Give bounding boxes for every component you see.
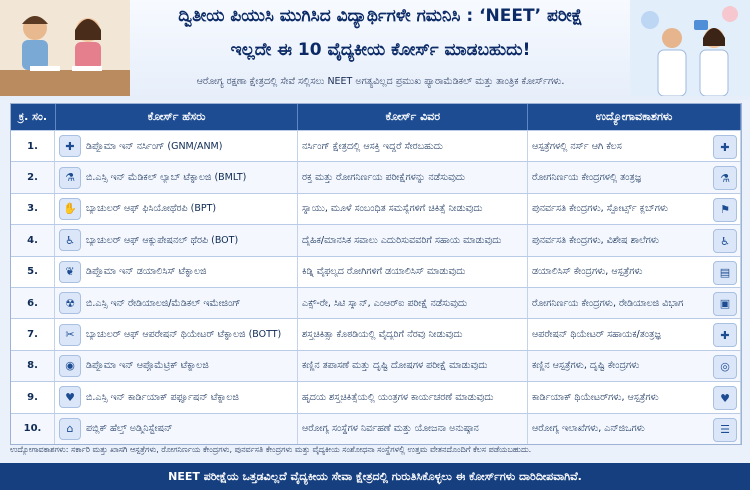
- row-course-name: [55, 257, 298, 287]
- page-subtitle: ಆರೋಗ್ಯ ರಕ್ಷಣಾ ಕ್ಷೇತ್ರದಲ್ಲಿ ಸೇವೆ ಸಲ್ಲಿಸಲು NEET ಅಗತ್ಯವಿಲ್ಲದ ಪ್ರಮುಖ ಪ್ಯಾರಾಮೆಡಿಕಲ್ ಮತ್ತು ತಾಂತ್ರಿಕ ಕೋರ್ಸ್‌ಗಳು.: [196, 76, 565, 87]
- row-course-detail: [298, 414, 528, 444]
- row-course-name: [55, 194, 298, 224]
- row-serial-no: 2.: [11, 162, 55, 192]
- row-course-detail: [298, 288, 528, 318]
- course-detail-text: ಆರೋಗ್ಯ ಸಂಸ್ಥೆಗಳ ನಿರ್ವಹಣೆ ಮತ್ತು ಯೋಜನಾ ಅನುಷ್ಠಾನ: [302, 423, 479, 435]
- jobs-text: ಪುನರ್ವಸತಿ ಕೇಂದ್ರಗಳು, ವಿಶೇಷ ಶಾಲೆಗಳು: [532, 234, 659, 246]
- row-course-name: [55, 131, 298, 161]
- row-job-opportunities: [528, 225, 741, 255]
- row-serial-no: 7.: [11, 319, 55, 349]
- operation-icon: ✚: [713, 323, 737, 347]
- header-serial-no: ಕ್ರ. ಸಂ.: [11, 104, 56, 130]
- course-name-text: ಬ್ಯಾಚುಲರ್ ಆಫ್ ಆಪರೇಷನ್ ಥಿಯೇಟರ್ ಟೆಕ್ನಾಲಜಿ (BOTT): [86, 329, 282, 341]
- row-job-opportunities: [528, 319, 741, 349]
- row-serial-no: 4.: [11, 225, 55, 255]
- students-studying-illustration: [0, 0, 130, 96]
- monitor-icon: ♥: [713, 386, 737, 410]
- jobs-text: ಆರೋಗ್ಯ ಇಲಾಖೆಗಳು, ಎನ್‌ಜಿಒಗಳು: [532, 423, 645, 435]
- microscope-icon: ⚗: [59, 167, 81, 189]
- row-serial-no: 8.: [11, 351, 55, 381]
- row-job-opportunities: [528, 382, 741, 412]
- course-name-text: ಬಿ.ಎಸ್ಸಿ ಇನ್ ಮೆಡಿಕಲ್ ಲ್ಯಾಬ್ ಟೆಕ್ನಾಲಜಿ (BMLT): [86, 172, 247, 184]
- courses-table: [10, 103, 742, 445]
- course-detail-text: ಸ್ನಾಯು, ಮೂಳೆ ಸಂಬಂಧಿತ ಸಮಸ್ಯೆಗಳಿಗೆ ಚಿಕಿತ್ಸೆ ನೀಡುವುದು: [302, 203, 483, 215]
- jobs-text: ರೋಗನಿರ್ಣಯ ಕೇಂದ್ರಗಳು, ರೇಡಿಯಾಲಜಿ ವಿಭಾಗ: [532, 297, 684, 309]
- optician-icon: ◎: [713, 355, 737, 379]
- row-course-detail: [298, 194, 528, 224]
- row-course-detail: [298, 162, 528, 192]
- header-course-name: ಕೋರ್ಸ್ ಹೆಸರು: [56, 104, 299, 130]
- header-job-opportunities: ಉದ್ಯೋಗಾವಕಾಶಗಳು: [528, 104, 741, 130]
- table-body: [11, 130, 741, 444]
- table-header: [11, 104, 741, 130]
- row-serial-no: 3.: [11, 194, 55, 224]
- course-name-text: ಬಿ.ಎಸ್ಸಿ ಇನ್ ಕಾರ್ಡಿಯಾಕ್ ಪರ್ಫ್ಯೂಷನ್ ಟೆಕ್ನಾಲಜಿ: [86, 391, 239, 403]
- jobs-text: ಪುನರ್ವಸತಿ ಕೇಂದ್ರಗಳು, ಸ್ಪೋರ್ಟ್ಸ್ ಕ್ಲಬ್‌ಗಳು: [532, 203, 669, 215]
- row-course-name: [55, 319, 298, 349]
- nurse-icon: ✚: [713, 135, 737, 159]
- jobs-text: ಕಾರ್ಡಿಯಾಕ್ ಥಿಯೇಟರ್‌ಗಳು, ಆಸ್ಪತ್ರೆಗಳು: [532, 391, 659, 403]
- course-name-text: ಬ್ಯಾಚುಲರ್ ಆಫ್ ಫಿಸಿಯೋಥೆರಪಿ (BPT): [86, 203, 217, 215]
- row-course-name: [55, 225, 298, 255]
- table-row: [11, 413, 741, 444]
- row-course-detail: [298, 131, 528, 161]
- jobs-text: ಡಯಾಲಿಸಿಸ್ ಕೇಂದ್ರಗಳು, ಆಸ್ಪತ್ರೆಗಳು: [532, 266, 643, 278]
- heart-icon: ♥: [59, 386, 81, 408]
- row-course-detail: [298, 257, 528, 287]
- footnote: ಉದ್ಯೋಗಾವಕಾಶಗಳು: ಸರ್ಕಾರಿ ಮತ್ತು ಖಾಸಗಿ ಆಸ್ಪತ್ರೆಗಳು, ರೋಗನಿರ್ಣಯ ಕೇಂದ್ರಗಳು, ಪುನರ್ವಸತಿ ಕೇಂದ್ರಗಳು ಮತ್ತು ವೈದ್ಯಕೀಯ ಸಂಶೋಧನಾ ಸಂಸ್ಥೆಗಳಲ್ಲಿ ಉತ್ತಮ ವೇತನದೊಂದಿಗೆ ಕೆಲಸ ಪಡೆಯಬಹುದು.: [10, 445, 532, 454]
- row-serial-no: 9.: [11, 382, 55, 412]
- row-job-opportunities: [528, 351, 741, 381]
- nurse-icon: ✚: [59, 135, 81, 157]
- course-name-text: ಪಬ್ಲಿಕ್ ಹೆಲ್ತ್ ಅಡ್ಮಿನಿಸ್ಟ್ರೇಷನ್: [86, 423, 173, 435]
- row-course-name: [55, 414, 298, 444]
- row-course-detail: [298, 319, 528, 349]
- page-title-line-2: ಇಲ್ಲದೇ ಈ 10 ವೈದ್ಯಕೀಯ ಕೋರ್ಸ್ ಮಾಡಬಹುದು!: [230, 40, 531, 60]
- meeting-icon: ☰: [713, 418, 737, 442]
- eye-icon: ◉: [59, 355, 81, 377]
- row-serial-no: 1.: [11, 131, 55, 161]
- therapy-icon: ♿: [59, 229, 81, 251]
- row-course-detail: [298, 225, 528, 255]
- row-serial-no: 6.: [11, 288, 55, 318]
- row-course-name: [55, 382, 298, 412]
- bottom-banner: NEET ಪರೀಕ್ಷೆಯ ಒತ್ತಡವಿಲ್ಲದೆ ವೈದ್ಯಕೀಯ ಸೇವಾ ಕ್ಷೇತ್ರದಲ್ಲಿ ಗುರುತಿಸಿಕೊಳ್ಳಲು ಈ ಕೋರ್ಸ್‌ಗಳು ದಾರಿದೀಪವಾಗಿವೆ.: [0, 463, 750, 490]
- row-course-name: [55, 162, 298, 192]
- course-name-text: ಡಿಪ್ಲೊಮಾ ಇನ್ ನರ್ಸಿಂಗ್ (GNM/ANM): [86, 140, 223, 152]
- row-job-opportunities: [528, 288, 741, 318]
- wheelchair-icon: ♿: [713, 229, 737, 253]
- row-job-opportunities: [528, 131, 741, 161]
- row-course-name: [55, 351, 298, 381]
- header-banner: [0, 0, 750, 100]
- header-course-detail: ಕೋರ್ಸ್ ವಿವರ: [298, 104, 528, 130]
- table-row: [11, 224, 741, 255]
- gym-icon: ⚑: [713, 198, 737, 222]
- xray-icon: ☢: [59, 292, 81, 314]
- row-job-opportunities: [528, 257, 741, 287]
- table-row: [11, 256, 741, 287]
- course-name-text: ಬಿ.ಎಸ್ಸಿ ಇನ್ ರೇಡಿಯಾಲಜಿ/ಮೆಡಿಕಲ್ ಇಮೇಜಿಂಗ್: [86, 297, 241, 309]
- doctors-illustration: [630, 0, 750, 96]
- row-serial-no: 5.: [11, 257, 55, 287]
- course-detail-text: ಕಿಡ್ನಿ ವೈಫಲ್ಯದ ರೋಗಿಗಳಿಗೆ ಡಯಾಲಿಸಿಸ್ ಮಾಡುವುದು: [302, 266, 466, 278]
- jobs-text: ರೋಗನಿರ್ಣಯ ಕೇಂದ್ರಗಳಲ್ಲಿ ತಂತ್ರಜ್ಞ: [532, 172, 642, 184]
- kidney-icon: ❦: [59, 261, 81, 283]
- dialysis-icon: ▤: [713, 261, 737, 285]
- row-job-opportunities: [528, 414, 741, 444]
- course-name-text: ಬ್ಯಾಚುಲರ್ ಆಫ್ ಆಕ್ಯುಪೇಷನಲ್ ಥೆರಪಿ (BOT): [86, 234, 239, 246]
- table-row: [11, 350, 741, 381]
- course-detail-text: ಎಕ್ಸ್-ರೇ, ಸಿಟಿ ಸ್ಕ್ಯಾನ್, ಎಂಆರ್‌ಐ ಪರೀಕ್ಷೆ ನಡೆಸುವುದು: [302, 297, 468, 309]
- course-detail-text: ನರ್ಸಿಂಗ್ ಕ್ಷೇತ್ರದಲ್ಲಿ ಆಸಕ್ತಿ ಇದ್ದರೆ ಸೇರಬಹುದು: [302, 140, 443, 152]
- surgery-icon: ✂: [59, 324, 81, 346]
- row-job-opportunities: [528, 194, 741, 224]
- row-course-detail: [298, 351, 528, 381]
- course-name-text: ಡಿಪ್ಲೊಮಾ ಇನ್ ಆಪ್ಟೊಮೆಟ್ರಿಕ್ ಟೆಕ್ನಾಲಜಿ: [86, 360, 209, 372]
- physio-icon: ✋: [59, 198, 81, 220]
- course-name-text: ಡಿಪ್ಲೊಮಾ ಇನ್ ಡಯಾಲಿಸಿಸ್ ಟೆಕ್ನಾಲಜಿ: [86, 266, 207, 278]
- jobs-text: ಕಣ್ಣಿನ ಆಸ್ಪತ್ರೆಗಳು, ದೃಷ್ಟಿ ಕೇಂದ್ರಗಳು: [532, 360, 640, 372]
- row-serial-no: 10.: [11, 414, 55, 444]
- scan-icon: ▣: [713, 292, 737, 316]
- row-course-name: [55, 288, 298, 318]
- jobs-text: ಆಸ್ಪತ್ರೆಗಳಲ್ಲಿ ನರ್ಸ್ ಆಗಿ ಕೆಲಸ: [532, 140, 622, 152]
- row-job-opportunities: [528, 162, 741, 192]
- table-row: [11, 318, 741, 349]
- course-detail-text: ದೈಹಿಕ/ಮಾನಸಿಕ ಸವಾಲು ಎದುರಿಸುವವರಿಗೆ ಸಹಾಯ ಮಾಡುವುದು: [302, 234, 502, 246]
- table-row: [11, 381, 741, 412]
- table-row: [11, 193, 741, 224]
- table-row: [11, 287, 741, 318]
- course-detail-text: ಶಸ್ತ್ರಚಿಕಿತ್ಸಾ ಕೊಠಡಿಯಲ್ಲಿ ವೈದ್ಯರಿಗೆ ನೆರವು ನೀಡುವುದು: [302, 329, 463, 341]
- row-course-detail: [298, 382, 528, 412]
- page-title-line-1: ದ್ವಿತೀಯ ಪಿಯುಸಿ ಮುಗಿಸಿದ ವಿದ್ಯಾರ್ಥಿಗಳೇ ಗಮನಿಸಿ : ‘NEET’ ಪರೀಕ್ಷೆ: [178, 6, 583, 26]
- admin-icon: ⌂: [59, 418, 81, 440]
- lab-icon: ⚗: [713, 166, 737, 190]
- table-row: [11, 161, 741, 192]
- jobs-text: ಆಪರೇಷನ್ ಥಿಯೇಟರ್ ಸಹಾಯಕ/ತಂತ್ರಜ್ಞ: [532, 329, 661, 341]
- table-row: [11, 130, 741, 161]
- course-detail-text: ರಕ್ತ ಮತ್ತು ರೋಗನಿರ್ಣಯ ಪರೀಕ್ಷೆಗಳನ್ನು ನಡೆಸುವುದು: [302, 172, 466, 184]
- course-detail-text: ಹೃದಯ ಶಸ್ತ್ರಚಿಕಿತ್ಸೆಯಲ್ಲಿ ಯಂತ್ರಗಳ ಕಾರ್ಯಚರಣೆ ಮಾಡುವುದು: [302, 391, 494, 403]
- course-detail-text: ಕಣ್ಣಿನ ತಪಾಸಣೆ ಮತ್ತು ದೃಷ್ಟಿ ದೋಷಗಳ ಪರೀಕ್ಷೆ ಮಾಡುವುದು: [302, 360, 488, 372]
